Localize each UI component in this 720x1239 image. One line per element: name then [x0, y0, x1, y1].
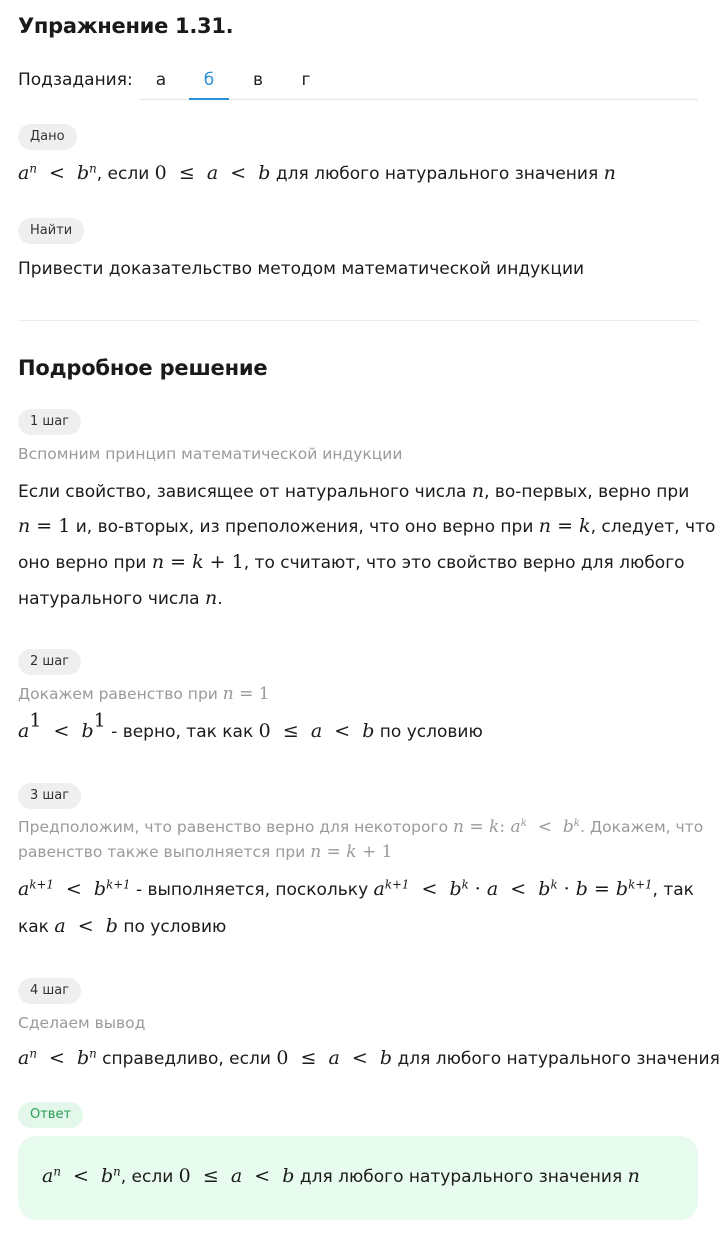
step-2-badge: 2 шаг: [18, 649, 81, 675]
step-3-line-1: $a^{k+1} < b^{k+1}$ - выполняется, поскольку $a^{k+1} < b^k \cdot a < b^k \cdot b = b^{k+1}$, так: [18, 877, 694, 900]
tab-b[interactable]: б: [203, 70, 215, 90]
given-statement: $a^n < b^n$, если 0 ≤ a < b для любого натурального значения n: [18, 161, 616, 184]
tab-g[interactable]: г: [301, 70, 311, 90]
answer-box: [18, 1136, 698, 1220]
step-4-text: $a^n < b^n$ справедливо, если 0 ≤ a < b для любого натурального значения: [18, 1046, 720, 1069]
step-1-badge: 1 шаг: [18, 409, 81, 435]
active-tab-indicator: [189, 98, 229, 100]
step-3-caption-1: Предположим, что равенство верно для некоторого n = k: $a^k < b^k$. Докажем, что: [18, 817, 704, 837]
step-1-line-2: n = 1 и, во-вторых, из преположения, что оно верно при n = k, следует, что: [18, 515, 716, 537]
solution-title: Подробное решение: [18, 356, 268, 380]
step-3-badge: 3 шаг: [18, 783, 81, 809]
step-4-badge: 4 шаг: [18, 978, 81, 1004]
step-3-caption-2: равенство также выполняется при n = k + 1: [18, 842, 393, 862]
answer-text: $a^n < b^n$, если 0 ≤ a < b для любого натурального значения n: [42, 1164, 640, 1187]
step-1-caption: Вспомним принцип математической индукции: [18, 445, 403, 463]
find-text: Привести доказательство методом математической индукции: [18, 259, 585, 279]
step-4-caption: Сделаем вывод: [18, 1014, 146, 1032]
subtasks-label: Подзадания:: [18, 70, 133, 90]
step-1-line-1: Если свойство, зависящее от натурального числа n, во-первых, верно при: [18, 480, 690, 502]
step-2-text: $a^1 < b^1$ - верно, так как 0 ≤ a < b по условию: [18, 709, 483, 742]
step-3-line-2: как a < b по условию: [18, 915, 227, 937]
subtasks-bar: [18, 66, 698, 100]
exercise-title: Упражнение 1.31.: [18, 14, 234, 38]
find-badge: Найти: [18, 218, 84, 244]
step-2-caption: Докажем равенство при n = 1: [18, 684, 270, 704]
section-divider: [18, 320, 698, 321]
answer-badge: Ответ: [18, 1102, 83, 1128]
step-1-line-4: натурального числа n.: [18, 587, 223, 609]
given-badge: Дано: [18, 124, 77, 150]
step-1-line-3: оно верно при n = k + 1, то считают, что это свойство верно для любого: [18, 551, 685, 573]
tab-v[interactable]: в: [252, 70, 264, 90]
tab-a[interactable]: а: [155, 70, 167, 90]
